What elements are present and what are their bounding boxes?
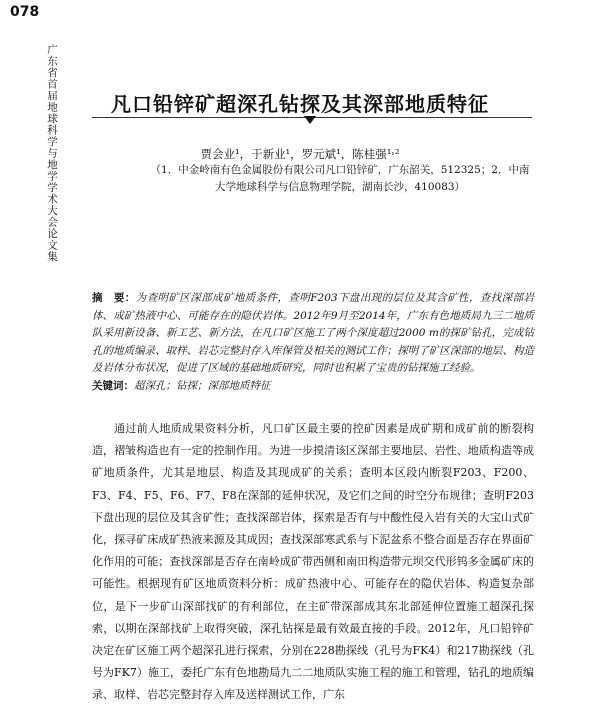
side-label: 广东省首届地球科学与地学学术大会论文集 bbox=[46, 44, 58, 263]
affiliation: （1．中金岭南有色金属股份有限公司凡口铅锌矿，广东韶关，512325；2．中南大学地球科学与信息物理学院，湖南长沙，410083） bbox=[150, 164, 530, 193]
abstract bbox=[92, 290, 534, 378]
keywords-label: 关键词： bbox=[92, 380, 134, 392]
page-number: 078 bbox=[10, 4, 40, 20]
page-title: 凡口铅锌矿超深孔钻探及其深部地质特征 bbox=[111, 92, 489, 116]
keywords-text: 超深孔；钻探；深部地质特征 bbox=[134, 380, 271, 392]
title-rule-marker bbox=[304, 116, 316, 124]
abstract-label: 摘 要： bbox=[92, 292, 136, 304]
body-paragraph: 通过前人地质成果资料分析，凡口矿区最主要的控矿因素是成矿期和成矿前的断裂构造，褶皱构造也有一定的控制作用。为进一步摸清该区深部主要地层、岩性、地质构造等成矿地质条件，尤其是地层、构造及其现成矿的关系；查明本区段内断裂F203、F200、F3、F4、F5、F6、F7、F8在深部的延伸状况，及它们之间的时空分布规律；查明F203下盘出现的层位及其含矿性；查找深部岩体，探索是否有与中酸性侵入岩有关的大宝山式矿化，探寻矿床成矿热液来源及其成因；查找深部寒武系与下泥盆系不整合面是否存在界面矿化作用的可能；查找深部是否存在南岭成矿带西侧和南田构造带元坝交代形钨多金属矿床的可能性。根据现有矿区地质资料分析：成矿热液中心、可能存在的隐伏岩体、构造复杂部位，是下一步矿山深部找矿的有利部位，在主矿带深部成其东北部延伸位置施工超深孔探索，以期在深部找矿上取得突破，深孔钻探是最有效最直接的手段。2012年，凡口铅锌矿决定在矿区施工两个超深孔进行探索，分别在228勘探线（孔号为FK4）和217勘探线（孔号为FK7）施工，委托广东有色地勘局九二二地质队实施工程的施工和管理，钻孔的地质编录、取样、岩芯完整封存入库及送样测试工作，广东 bbox=[92, 422, 534, 702]
abstract-text: 为查明矿区深部成矿地质条件，查明F203下盘出现的层位及其含矿性，查找深部岩体、成矿热液中心、可能存在的隐伏岩体。2012年9月至2014年，广东有色地质局九三二地质队采用新设备、新工艺、新方法，在凡口矿区施工了两个深度超过2000 m的探矿钻孔，完成钻孔的地质编录、取样、岩芯完整封存入库保管及相关的测试工作；探明了矿区深部的地层、构造及岩体分布状况，促进了区域的基础地质研究，同时也积累了宝贵的钻探施工经验。 bbox=[92, 292, 535, 374]
authors: 贾会业¹，于新业¹，罗元斌¹，陈桂强¹˒² bbox=[200, 147, 400, 161]
keywords bbox=[92, 378, 534, 393]
